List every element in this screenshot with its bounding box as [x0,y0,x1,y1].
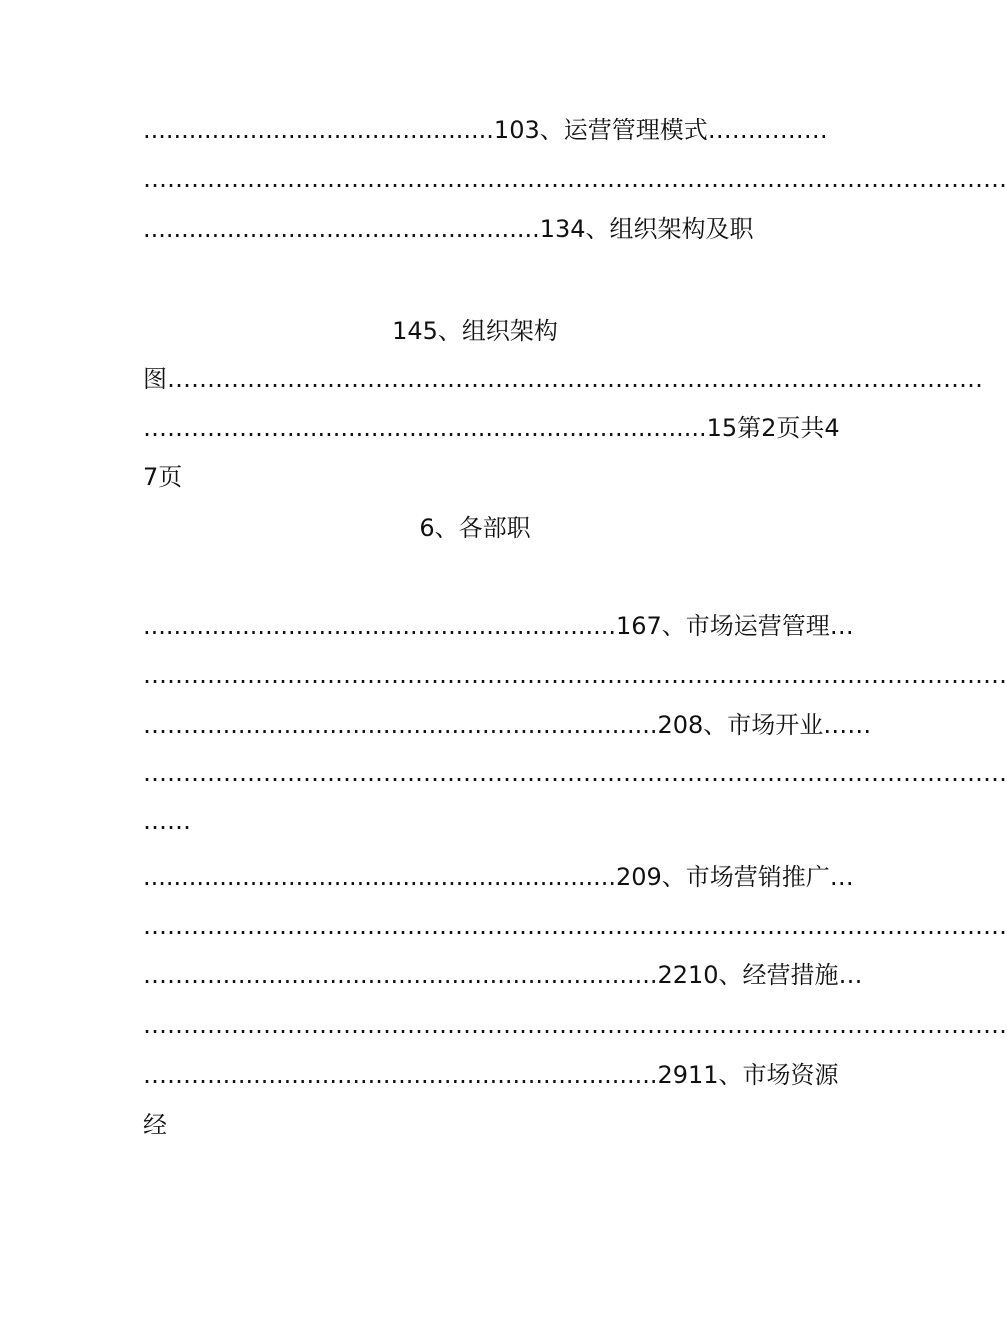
toc-line-page-total: 7页 [143,463,183,491]
toc-line-business-measures: ………..........................................................2210、经营措施… [143,961,863,989]
toc-leader-line: ……………………………………………………………………………………………… [143,912,1007,940]
toc-line-market-opening: ………..........................................................208、市场开业…… [143,711,872,739]
toc-leader-line: ……………………………………………………………………………………………… [143,165,1007,193]
toc-line-org-chart-cont: 图………………………………………………………………………………………… [143,365,983,393]
toc-line-operation-mode: ..............................................103、运营管理模式…………… [143,116,828,144]
toc-line-org-structure-duties: ....................................................134、组织架构及职 [143,215,754,243]
toc-line-market-promotion: ..............................................................209、市场营销推广… [143,863,854,891]
toc-line-page-info: ……………….......................................................15第2页共4 [143,414,840,442]
toc-line-market-operation: ..............................................................167、市场运营管理… [143,612,854,640]
toc-leader-line: ……………………………………………………………………………………………… [143,661,1007,689]
toc-line-org-chart: 145、组织架构 [392,317,558,345]
toc-leader-line: ……………………………………………………………………………………………… [143,1011,1007,1039]
toc-line-market-resources: ………..........................................................2911、市场资源 [143,1061,839,1089]
toc-leader-line: …… [143,807,191,835]
toc-leader-line: ……………………………………………………………………………………………… [143,759,1007,787]
toc-line-department-duties: 6、各部职 [419,514,531,542]
toc-line-market-resources-cont: 经 [143,1111,167,1139]
